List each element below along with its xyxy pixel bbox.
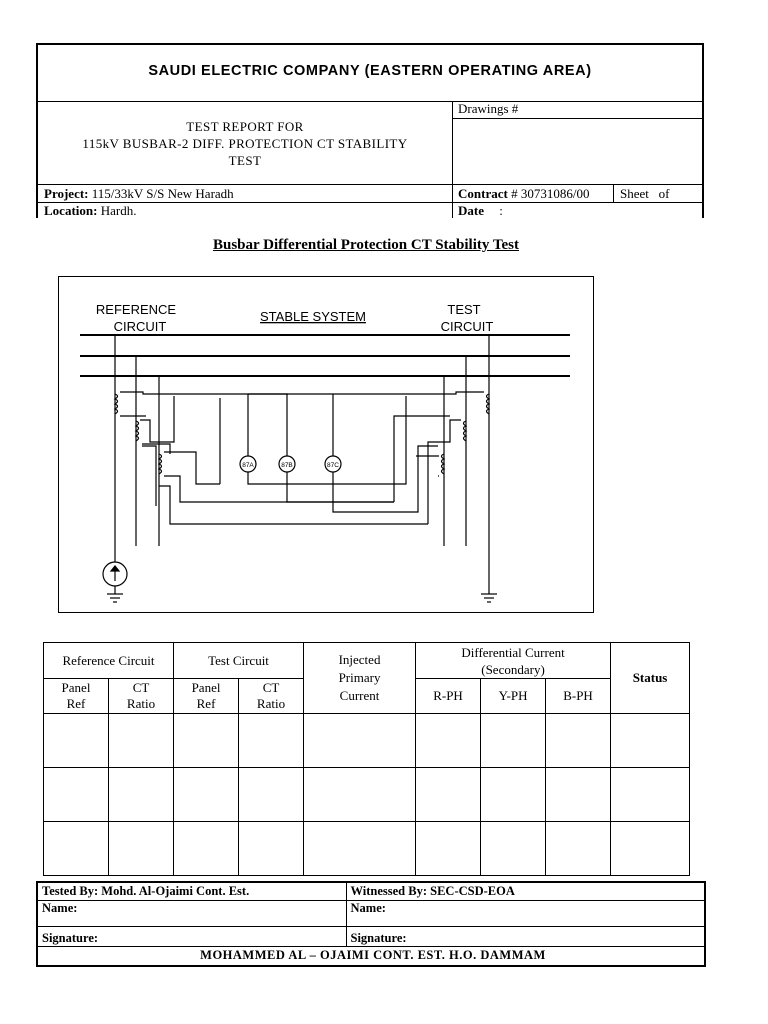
report-title <box>38 118 452 169</box>
section-title: Busbar Differential Protection CT Stability Test <box>213 237 519 253</box>
divider <box>452 118 702 119</box>
ct-stability-diagram <box>58 276 594 613</box>
name-right[interactable]: Name: <box>346 900 705 926</box>
footer-company: MOHAMMED AL – OJAIMI CONT. EST. H.O. DAMMAM <box>37 946 705 966</box>
header-text: CT <box>132 680 150 695</box>
witnessed-by: Witnessed By: SEC-CSD-EOA <box>346 882 705 900</box>
location-row <box>44 203 136 219</box>
table-cell[interactable] <box>174 714 239 768</box>
project-label: Project: <box>44 186 89 201</box>
report-title-line: TEST <box>228 153 262 168</box>
signature-left[interactable]: Signature: <box>37 926 346 946</box>
header-text: Ref <box>66 696 86 711</box>
signature-right[interactable]: Signature: <box>346 926 705 946</box>
header-panel-ref <box>174 679 239 714</box>
table-cell[interactable] <box>611 822 690 876</box>
table-cell[interactable] <box>611 714 690 768</box>
header-text: Primary <box>338 670 381 685</box>
contract-value: # 30731086/00 <box>511 186 590 201</box>
project-row <box>44 186 234 202</box>
header-reference-circuit: Reference Circuit <box>44 643 174 679</box>
date-row <box>458 203 503 219</box>
table-cell[interactable] <box>44 714 109 768</box>
report-title-line: TEST REPORT FOR <box>186 119 304 134</box>
company-title: SAUDI ELECTRIC COMPANY (EASTERN OPERATING AREA) <box>148 63 592 79</box>
contract-row <box>458 186 589 202</box>
table-cell[interactable] <box>481 768 546 822</box>
header-text: (Secondary) <box>481 661 545 677</box>
divider <box>613 184 614 202</box>
report-title-line: 115kV BUSBAR-2 DIFF. PROTECTION CT STABILITY <box>82 136 408 151</box>
table-cell[interactable] <box>109 822 174 876</box>
location-label: Location: <box>44 203 98 218</box>
table-cell[interactable] <box>239 714 304 768</box>
table-cell[interactable] <box>304 768 416 822</box>
table-cell[interactable] <box>304 714 416 768</box>
divider <box>38 101 702 102</box>
date-value: : <box>499 203 503 218</box>
drawings-label: Drawings # <box>458 101 519 116</box>
header-text: Ref <box>196 696 216 711</box>
table-cell[interactable] <box>611 768 690 822</box>
table-cell[interactable] <box>174 822 239 876</box>
ref-circuit-label: REFERENCE <box>95 302 177 317</box>
table-cell[interactable] <box>239 768 304 822</box>
header-text: Injected <box>338 652 381 667</box>
table-cell[interactable] <box>481 822 546 876</box>
table-row <box>44 768 690 822</box>
table-cell[interactable] <box>546 822 611 876</box>
header-differential-current <box>416 643 611 679</box>
header-y-ph: Y-PH <box>481 679 546 714</box>
table-cell[interactable] <box>481 714 546 768</box>
project-value: 115/33kV S/S New Haradh <box>91 186 234 201</box>
relay-87c-label: 87C <box>327 462 339 469</box>
header-text: CT <box>262 680 280 695</box>
relay-87b-label: 87B <box>281 462 293 469</box>
table-cell[interactable] <box>174 768 239 822</box>
date-label: Date <box>458 203 484 218</box>
table-row <box>44 822 690 876</box>
table-cell[interactable] <box>44 822 109 876</box>
table-cell[interactable] <box>416 714 481 768</box>
test-circuit-label: TEST <box>447 302 481 317</box>
stable-system-label: STABLE SYSTEM <box>260 309 366 324</box>
header-text: Ratio <box>126 696 156 711</box>
header-text: Panel <box>61 680 91 695</box>
table-cell[interactable] <box>239 822 304 876</box>
test-circuit-label: CIRCUIT <box>440 319 494 334</box>
name-left[interactable]: Name: <box>37 900 346 926</box>
table-cell[interactable] <box>304 822 416 876</box>
relay-87a-label: 87A <box>242 462 254 469</box>
contract-label: Contract <box>458 186 508 201</box>
header-text: Ratio <box>256 696 286 711</box>
ref-circuit-label: CIRCUIT <box>113 319 167 334</box>
table-cell[interactable] <box>546 768 611 822</box>
location-value: Hardh. <box>100 203 137 218</box>
header-test-circuit: Test Circuit <box>174 643 304 679</box>
sheet-label: Sheet of <box>620 186 670 201</box>
table-cell[interactable] <box>44 768 109 822</box>
divider <box>38 184 702 185</box>
header-ct-ratio <box>109 679 174 714</box>
header-injected-current <box>304 643 416 714</box>
table-cell[interactable] <box>546 714 611 768</box>
header-status: Status <box>611 643 690 714</box>
table-cell[interactable] <box>416 822 481 876</box>
table-cell[interactable] <box>109 768 174 822</box>
header-text: Panel <box>191 680 221 695</box>
divider <box>38 202 702 203</box>
header-b-ph: B-PH <box>546 679 611 714</box>
results-table <box>43 642 690 876</box>
header-r-ph: R-PH <box>416 679 481 714</box>
tested-by: Tested By: Mohd. Al-Ojaimi Cont. Est. <box>37 882 346 900</box>
header-panel-ref <box>44 679 109 714</box>
header-ct-ratio <box>239 679 304 714</box>
table-cell[interactable] <box>416 768 481 822</box>
report-header <box>36 43 704 218</box>
table-row <box>44 714 690 768</box>
signoff-table <box>36 881 706 967</box>
header-text: Differential Current <box>461 644 565 660</box>
header-text: Current <box>339 688 380 703</box>
table-cell[interactable] <box>109 714 174 768</box>
